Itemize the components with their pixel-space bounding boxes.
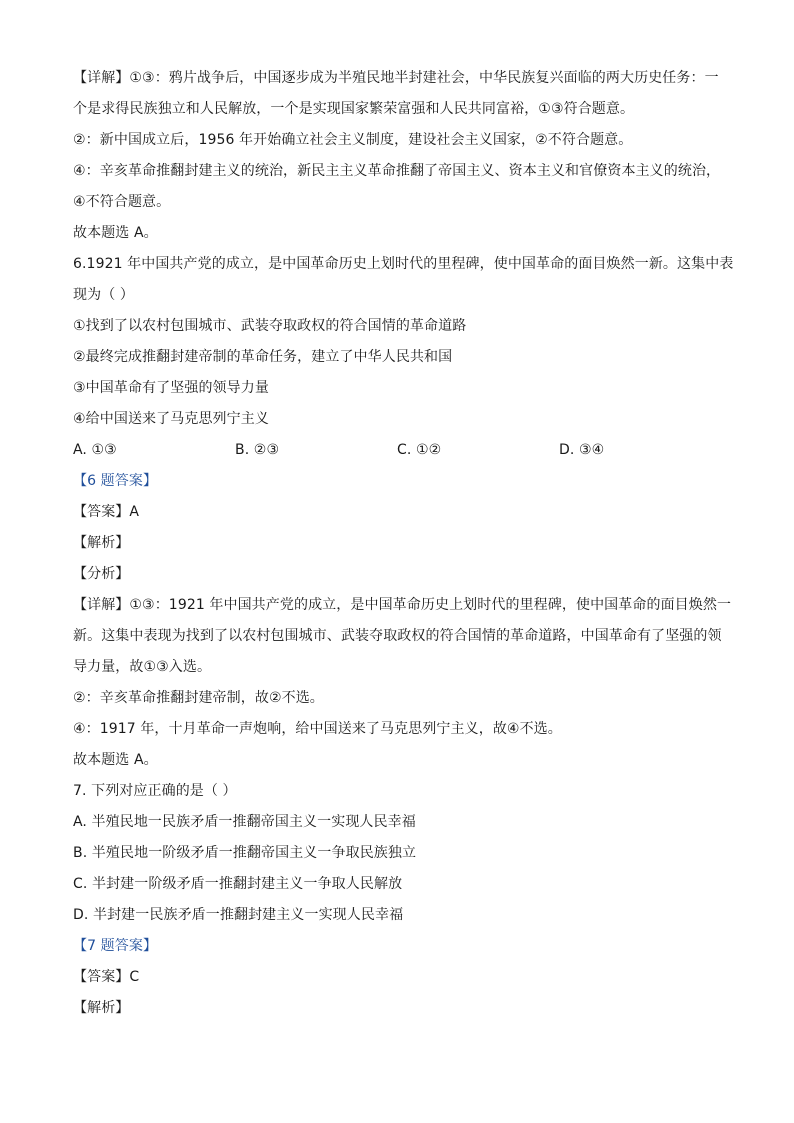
q6-option-d: D. ③④ [559,442,605,458]
detail-tag: 【详解】 [73,70,130,86]
answer-tag: 【答案】 [73,969,130,985]
q7-option-c: C. 半封建一阶级矛盾一推翻封建主义一争取人民解放 [73,876,403,892]
q6-conclusion: 故本题选 A。 [73,752,158,768]
q5-detail-line-1: 【详解】①③：鸦片战争后，中国逐步成为半殖民地半封建社会，中华民族复兴面临的两大历史任务：一 [73,70,719,86]
q6-detail-line-4: ②：辛亥革命推翻封建帝制，故②不选。 [73,690,324,706]
answer-value: A [129,504,140,520]
q6-item-4: ④给中国送来了马克思列宁主义 [73,411,269,427]
q7-analysis-tag: 【解析】 [73,1000,130,1016]
q6-answer-heading: 【6 题答案】 [73,473,158,489]
q6-item-3: ③中国革命有了坚强的领导力量 [73,380,269,396]
q6-detail-line-3: 导力量，故①③入选。 [73,659,212,675]
q7-answer-heading: 【7 题答案】 [73,938,158,954]
q6-detail-line-1: 【详解】①③：1921 年中国共产党的成立，是中国革命历史上划时代的里程碑，使中国革命的面目焕然一 [73,597,732,613]
answer-tag: 【答案】 [73,504,130,520]
q6-option-b: B. ②③ [235,442,280,458]
q6-item-2: ②最终完成推翻封建帝制的革命任务，建立了中华人民共和国 [73,349,453,365]
q6-stem-line-1: 6.1921 年中国共产党的成立，是中国革命历史上划时代的里程碑，使中国革命的面目焕然一新。这集中表 [73,256,734,272]
q7-option-b: B. 半殖民地一阶级矛盾一推翻帝国主义一争取民族独立 [73,845,417,861]
q6-answer [73,497,733,528]
q7-answer [73,962,733,993]
q6-detail-line-5: ④：1917 年，十月革命一声炮响，给中国送来了马克思列宁主义，故④不选。 [73,721,562,737]
q6-detail-line-2: 新。这集中表现为找到了以农村包围城市、武装夺取政权的符合国情的革命道路，中国革命有了坚强的领 [73,628,722,644]
q6-fenxi-tag: 【分析】 [73,566,130,582]
q6-analysis-tag: 【解析】 [73,535,130,551]
q6-option-a: A. ①③ [73,442,117,458]
q6-options [73,435,733,466]
q5-conclusion: 故本题选 A。 [73,225,158,241]
q7-option-d: D. 半封建一民族矛盾一推翻封建主义一实现人民幸福 [73,907,404,923]
answer-value: C [129,969,140,985]
q5-detail-line-5: ④不符合题意。 [73,194,171,210]
q7-option-a: A. 半殖民地一民族矛盾一推翻帝国主义一实现人民幸福 [73,814,416,830]
q5-detail-line-4: ④：辛亥革命推翻封建主义的统治，新民主主义革命推翻了帝国主义、资本主义和官僚资本主义的统治， [73,163,721,179]
q6-item-1: ①找到了以农村包围城市、武装夺取政权的符合国情的革命道路 [73,318,467,334]
q7-stem: 7. 下列对应正确的是（ ） [73,783,237,799]
q5-detail-line-3: ②：新中国成立后，1956 年开始确立社会主义制度，建设社会主义国家，②不符合题意。 [73,132,633,148]
q5-detail-line-2: 个是求得民族独立和人民解放，一个是实现国家繁荣富强和人民共同富裕，①③符合题意。 [73,101,635,117]
q6-option-c: C. ①② [397,442,442,458]
detail-tag: 【详解】 [73,597,130,613]
document-page [73,63,733,1024]
q6-stem-line-2: 现为（ ） [73,287,134,303]
